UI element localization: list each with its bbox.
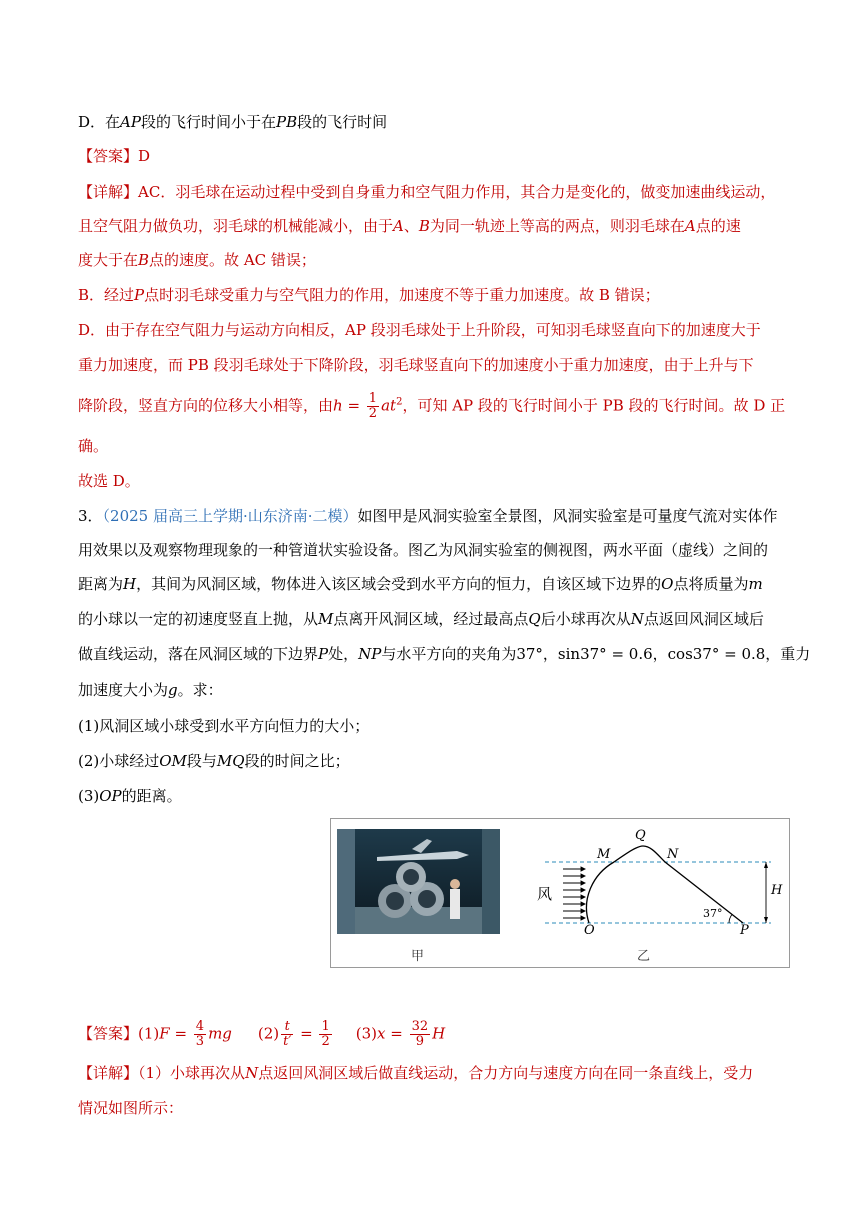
detail-1-line-5: D．由于存在空气阻力与运动方向相反，AP 段羽毛球处于上升阶段，可知羽毛球竖直向下的加速度大于 (78, 321, 761, 339)
detail-1-line-6: 重力加速度，而 PB 段羽毛球处于下降阶段，羽毛球竖直向下的加速度小于重力加速度，由于上升与下 (78, 356, 754, 374)
formula-h: h (333, 396, 343, 415)
option-d-mid: 段的飞行时间小于在 (140, 113, 276, 131)
fraction-half: $\frac{1}{2}$ (368, 391, 378, 421)
fraction-t-tprime: $\frac{t}{t'}$ (283, 1019, 292, 1049)
question-3-line-5: 做直线运动，落在风洞区域的下边界P处，NP与水平方向的夹角为37°，sin37° = 0.6，cos37° = 0.8，重力 (78, 645, 811, 663)
label-m: M (597, 847, 611, 862)
question-source: （2025 届高三上学期·山东济南·二模） (102, 507, 358, 525)
wind-tunnel-diagram (331, 819, 789, 967)
detail-2-line-2: 情况如图所示： (78, 1099, 184, 1117)
question-3-line-1: 3．（2025 届高三上学期·山东济南·二模）如图甲是风洞实验室全景图，风洞实验室是可量度气流对实体作 (78, 507, 778, 525)
wind-tunnel-figure (330, 818, 790, 968)
question-3-line-2: 用效果以及观察物理现象的一种管道状实验设备。图乙为风洞实验室的侧视图，两水平面（虚线）之间的 (78, 541, 769, 559)
detail-1-line-9: 故选 D。 (78, 472, 140, 490)
question-3-line-6: 加速度大小为g。求： (78, 681, 223, 699)
detail-1-line-1: 【详解】AC．羽毛球在运动过程中受到自身重力和空气阻力作用，其合力是变化的，做变加速曲线运动， (78, 183, 776, 201)
answer-2: 【答案】(1)F = $\frac{4}{3}$ mg (2) $\frac{t}{t'}$ = $\frac{1}{2}$ (3)x = $\frac{32}{9}$ H (78, 1019, 446, 1049)
segment-pb: PB (275, 113, 298, 131)
option-d-prefix: D．在 (78, 113, 121, 131)
detail-1-line-4: B．经过P点时羽毛球受重力与空气阻力的作用，加速度不等于重力加速度。故 B 错误； (78, 286, 660, 304)
fraction-32-9: $\frac{32}{9}$ (411, 1019, 429, 1049)
option-d-suffix: 段的飞行时间 (297, 113, 388, 131)
label-h: H (771, 883, 783, 898)
sub-question-1: (1)风洞区域小球受到水平方向恒力的大小； (78, 717, 370, 735)
detail-1-line-3: 度大于在B点的速度。故 AC 错误； (78, 251, 316, 269)
answer-tag: 【答案】 (78, 147, 139, 165)
sub-question-3: (3)OP的距离。 (78, 787, 182, 805)
detail-1-line-8: 确。 (78, 437, 109, 455)
answer-value: D (138, 147, 151, 165)
answer-1 (78, 146, 150, 166)
detail-tag: 【详解】 (78, 183, 139, 201)
label-n: N (667, 847, 679, 862)
caption-jia: 甲 (411, 949, 425, 964)
label-p: P (740, 923, 749, 938)
label-angle: 37° (703, 907, 723, 920)
answer-tag-2: 【答案】 (78, 1024, 139, 1043)
fraction-4-3: $\frac{4}{3}$ (195, 1019, 205, 1049)
sub-question-2: (2)小球经过OM段与MQ段的时间之比； (78, 752, 350, 770)
fraction-1-2: $\frac{1}{2}$ (321, 1019, 330, 1049)
question-3-line-3: 距离为H，其间为风洞区域，物体进入该区域会受到水平方向的恒力，自该区域下边界的O点将质量为m (78, 575, 763, 593)
label-q: Q (635, 828, 646, 843)
caption-yi: 乙 (637, 949, 651, 964)
detail-2-line-1: 【详解】（1）小球再次从N点返回风洞区域后做直线运动，合力方向与速度方向在同一条直线上，受力 (78, 1064, 754, 1082)
detail-1-line-2: 且空气阻力做负功，羽毛球的机械能减小，由于A、B为同一轨迹上等高的两点，则羽毛球在A点的速 (78, 217, 741, 235)
detail-1-line-7: 降阶段，竖直方向的位移大小相等，由h = $\frac{1}{2}$ $at^2$，可知 AP 段的飞行时间小于 PB 段的飞行时间。故 D 正 (78, 391, 786, 421)
label-wind: 风 (537, 885, 553, 903)
option-d (78, 112, 387, 132)
detail-tag-2: 【详解】 (78, 1064, 139, 1082)
question-3-line-4: 的小球以一定的初速度竖直上抛，从M点离开风洞区域，经过最高点Q后小球再次从N点返回风洞区域后 (78, 610, 764, 628)
label-o: O (584, 923, 595, 938)
segment-ap: AP (120, 113, 141, 131)
question-number: 3． (78, 507, 103, 525)
